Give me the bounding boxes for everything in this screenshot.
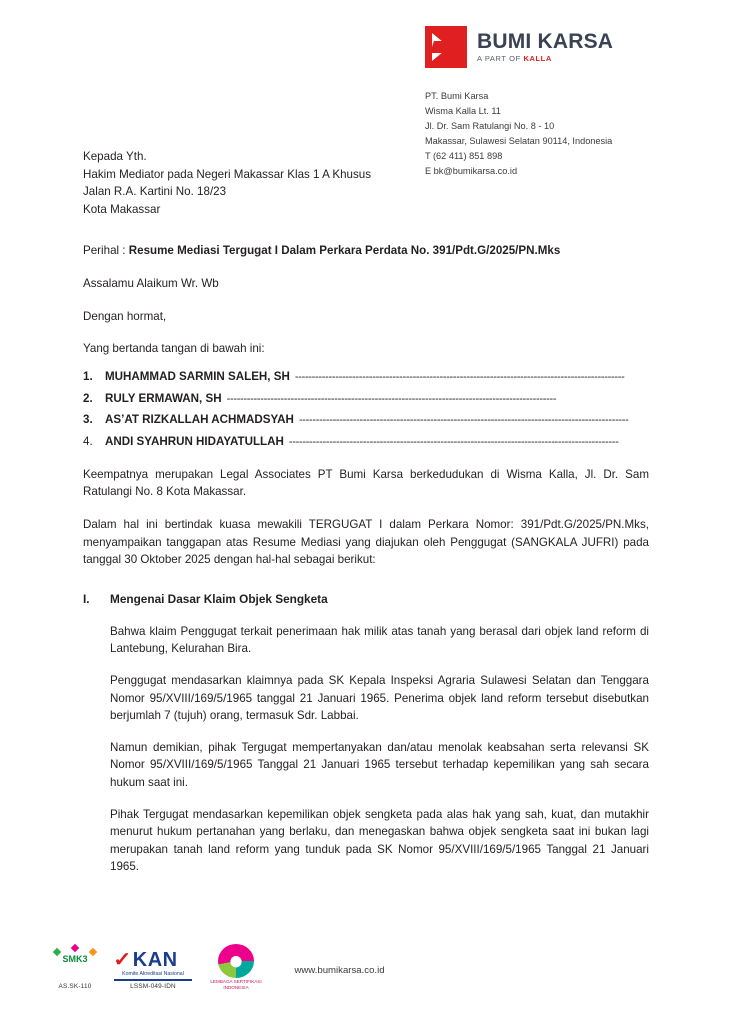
- list-item: [83, 433, 649, 451]
- greeting: Assalamu Alaikum Wr. Wb: [83, 277, 219, 291]
- section-title: Mengenai Dasar Klaim Objek Sengketa: [110, 591, 328, 606]
- leader-dots: --------------------------------------------------------------------------------------------------: [226, 392, 557, 405]
- list-item-name: MUHAMMAD SARMIN SALEH, SH: [105, 369, 290, 383]
- section-paragraph: Bahwa klaim Penggugat terkait penerimaan hak milik atas tanah yang berasal dari objek land reform di Lantebung, Kelurahan Bira.: [110, 624, 649, 656]
- leader-dots: --------------------------------------------------------------------------------------------------: [294, 370, 625, 383]
- kan-subtitle: Komite Akreditasi Nasional: [122, 970, 184, 977]
- company-address-line: Makassar, Sulawesi Selatan 90114, Indonesia: [425, 135, 613, 146]
- company-address-line: Wisma Kalla Lt. 11: [425, 105, 501, 116]
- company-address-line: PT. Bumi Karsa: [425, 91, 489, 101]
- letter-body: [83, 148, 649, 876]
- list-item-name: AS’AT RIZKALLAH ACHMADSYAH: [105, 413, 294, 427]
- associates-paragraph: Keempatnya merupakan Legal Associates PT Bumi Karsa berkedudukan di Wisma Kalla, Jl. Dr. Sam Ratulangi No. 8 Kota Makassar.: [83, 467, 649, 499]
- kan-caption: LSSM-049-IDN: [130, 983, 176, 990]
- smk3-caption: AS.SK-110: [58, 983, 92, 990]
- logo-tagline-pre: A PART OF: [477, 54, 524, 64]
- list-item: [83, 390, 649, 408]
- recipient-line: Kota Makassar: [83, 202, 161, 216]
- recipient-line: Hakim Mediator pada Negeri Makassar Klas 1 A Khusus: [83, 167, 372, 181]
- leader-dots: --------------------------------------------------------------------------------------------------: [298, 414, 629, 427]
- kan-logo-text: KAN: [132, 948, 178, 971]
- recipient-address: [83, 148, 649, 218]
- lsm-caption: LEMBAGA SERTIFIKASI INDONESIA: [210, 979, 262, 990]
- footer-website: www.bumikarsa.co.id: [294, 965, 385, 976]
- list-item: [83, 368, 649, 386]
- leader-dots: --------------------------------------------------------------------------------------------------: [288, 436, 619, 449]
- subject-value: Resume Mediasi Tergugat I Dalam Perkara Perdata No. 391/Pdt.G/2025/PN.Mks: [128, 244, 561, 258]
- company-phone: T (62 411) 851 898: [425, 150, 503, 161]
- bumi-karsa-mark-icon: [425, 26, 467, 68]
- list-item-number: 4.: [83, 435, 93, 449]
- company-logo: [425, 26, 695, 68]
- mandate-paragraph: Dalam hal ini bertindak kuasa mewakili TERGUGAT I dalam Perkara Nomor: 391/Pdt.G/2025/PN.Mks, menyampaikan tanggapan atas Resume Mediasi yang diajukan oleh Penggugat (SANGKALA JUFRI) pada tanggal 30 Oktober 2025 dengan hal-hal sebagai berikut:: [83, 517, 649, 567]
- subject-line: [83, 242, 649, 260]
- list-item-number: 3.: [83, 413, 93, 427]
- list-item-number: 2.: [83, 391, 93, 405]
- recipient-line: Kepada Yth.: [83, 150, 147, 163]
- logo-tagline: [477, 55, 613, 63]
- list-item-number: 1.: [83, 369, 93, 383]
- logo-company-name: BUMI KARSA: [477, 30, 614, 54]
- logo-tagline-brand: KALLA: [523, 54, 552, 64]
- kan-check-icon: ✓: [113, 948, 132, 971]
- recipient-line: Jalan R.A. Kartini No. 18/23: [83, 185, 227, 199]
- company-address-line: Jl. Dr. Sam Ratulangi No. 8 - 10: [425, 120, 555, 131]
- smk3-logo-text: SMK3: [62, 954, 88, 964]
- subject-label: Perihal :: [83, 244, 129, 258]
- section-paragraph: Penggugat mendasarkan klaimnya pada SK Kepala Inspeksi Agraria Sulawesi Selatan dan Tenggara Nomor 95/XVIII/169/5/1965 tanggal 21 Januari 1965. Penerima objek land reform tersebut disebutkan berjumlah 7 (tujuh) orang, termasuk Sdr. Labbai.: [110, 673, 649, 723]
- section-heading: [83, 591, 649, 609]
- intro-line: Yang bertanda tangan di bawah ini:: [83, 342, 265, 356]
- list-item: [83, 411, 649, 429]
- page-footer: [0, 928, 739, 998]
- kan-divider: [114, 979, 192, 981]
- list-item-name: ANDI SYAHRUN HIDAYATULLAH: [105, 435, 284, 449]
- section-number: I.: [83, 591, 90, 606]
- company-email: E bk@bumikarsa.co.id: [425, 165, 518, 176]
- section-paragraph: Pihak Tergugat mendasarkan kepemilikan objek sengketa pada alas hak yang sah, kuat, dan mutakhir menurut hukum pertanahan yang berlaku, dan menegaskan bahwa objek sengketa saat ini bukan lagi merupakan tanah land reform yang tunduk pada SK Nomor 95/XVIII/169/5/1965 Tanggal 21 Januari 1965.: [110, 807, 649, 874]
- signatory-list: [83, 368, 649, 451]
- respect-line: Dengan hormat,: [83, 309, 167, 323]
- list-item-name: RULY ERMAWAN, SH: [105, 391, 222, 405]
- section-paragraph: Namun demikian, pihak Tergugat mempertanyakan dan/atau menolak keabsahan serta relevansi SK Nomor 95/XVIII/169/5/1965 Tanggal 21 Januari 1965 tersebut terhadap kepemilikan yang sah secara hukum saat ini.: [110, 740, 649, 789]
